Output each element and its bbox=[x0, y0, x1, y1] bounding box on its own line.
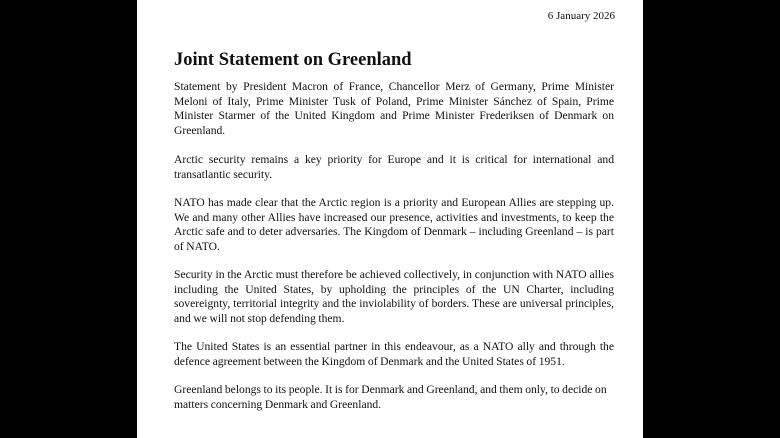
paragraph-united-states: The United States is an essential partner in this endeavour, as a NATO ally and through the defence agreement between the Kingdom of Denmark and the United States of 1951. bbox=[174, 340, 614, 368]
paragraph-greenland-people: Greenland belongs to its people. It is for Denmark and Greenland, and them only, to decide on matters concerning Denmark and Greenland. bbox=[174, 383, 607, 411]
statement-title: Joint Statement on Greenland bbox=[174, 50, 412, 70]
statement-date: 6 January 2026 bbox=[547, 10, 615, 22]
paragraph-arctic-priority: Arctic security remains a key priority for Europe and it is critical for international and transatlantic security. bbox=[174, 153, 614, 181]
paragraph-collective-security: Security in the Arctic must therefore be achieved collectively, in conjunction with NATO allies including the United States, by upholding the principles of the UN Charter, including sovereignty, territorial integrity and the inviolability of borders. These are universal principles, and we will not stop defending them. bbox=[174, 268, 614, 325]
statement-page bbox=[137, 0, 643, 438]
paragraph-signatories: Statement by President Macron of France, Chancellor Merz of Germany, Prime Minister Meloni of Italy, Prime Minister Tusk of Poland, Prime Minister Sánchez of Spain, Prime Minister Starmer of the United Kingdom and Prime Minister Frederiksen of Denmark on Greenland. bbox=[174, 80, 614, 137]
paragraph-nato: NATO has made clear that the Arctic region is a priority and European Allies are stepping up. We and many other Allies have increased our presence, activities and investments, to keep the Arctic safe and to deter adversaries. The Kingdom of Denmark – including Greenland – is part of NATO. bbox=[174, 196, 614, 253]
